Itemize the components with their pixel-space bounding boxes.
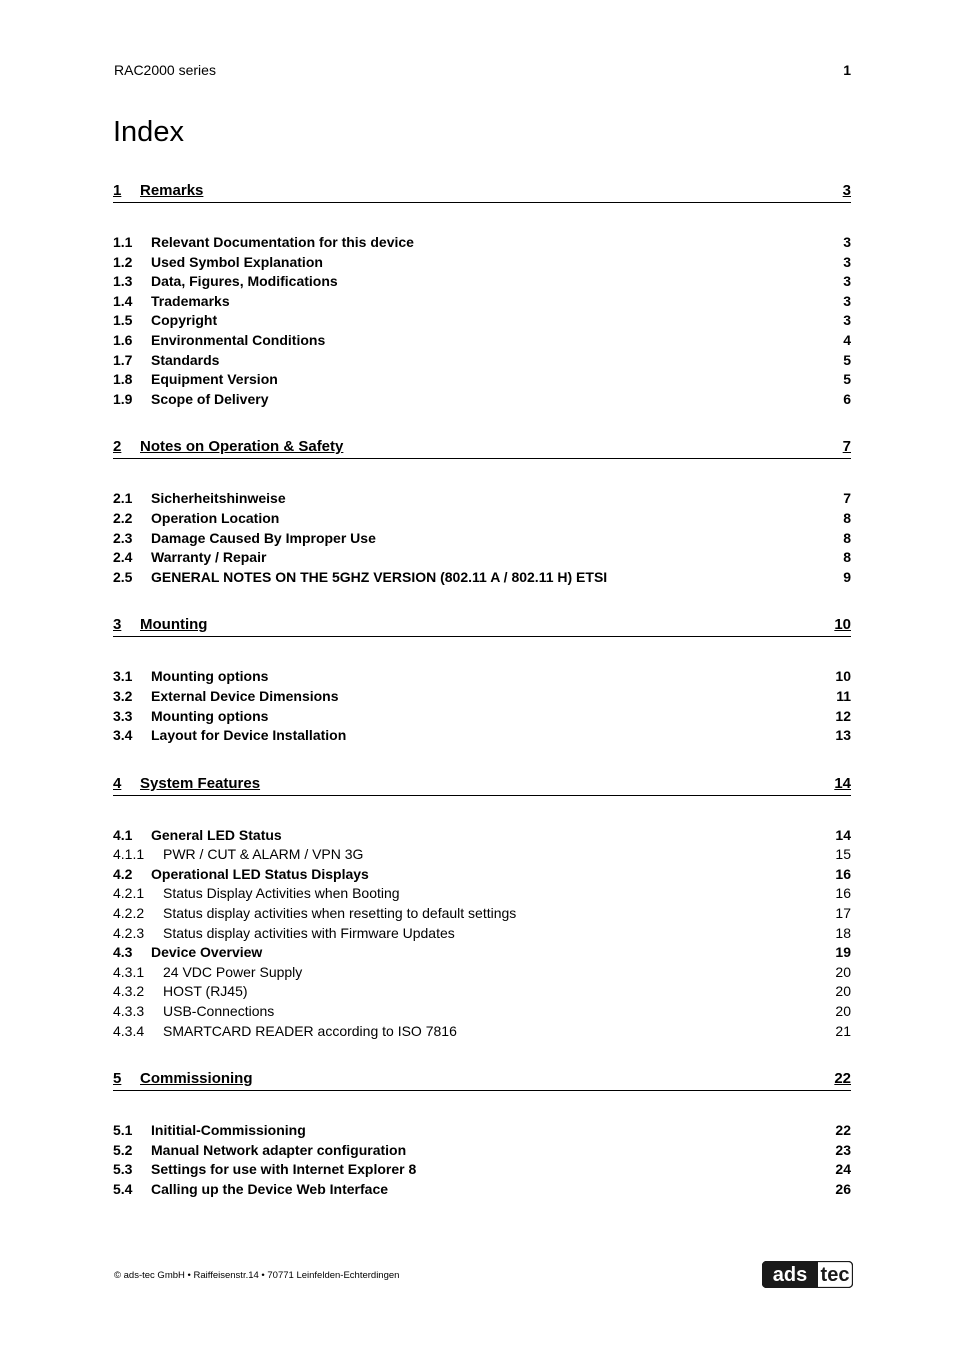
entry-number: 4.1 (113, 826, 133, 843)
entry-page-number: 6 (843, 390, 851, 407)
entry-title: Device Overview (151, 944, 263, 961)
entry-page-number: 26 (835, 1181, 851, 1197)
toc-section-entry[interactable] (113, 311, 851, 331)
chapter-page-number: 3 (842, 182, 851, 199)
entry-title: General LED Status (151, 826, 282, 843)
table-of-contents (113, 182, 851, 1229)
chapter-page-number: 10 (834, 616, 851, 634)
toc-section-entry[interactable] (113, 370, 851, 390)
entry-title: Manual Network adapter configuration (151, 1141, 407, 1158)
entry-title: Used Symbol Explanation (151, 253, 323, 270)
entry-page-number: 3 (843, 312, 851, 329)
entry-number: 2.1 (113, 490, 133, 507)
entry-number: 1.4 (113, 292, 133, 309)
entry-title: SMARTCARD READER according to ISO 7816 (163, 1022, 457, 1039)
toc-section-entry[interactable] (113, 548, 851, 568)
toc-section-entry[interactable] (113, 529, 851, 549)
ads-tec-logo (762, 1261, 853, 1288)
entry-number: 3.4 (113, 727, 133, 744)
entry-title: PWR / CUT & ALARM / VPN 3G (163, 846, 364, 863)
toc-section-entry[interactable] (113, 351, 851, 371)
chapter-number: 2 (113, 438, 122, 456)
entry-page-number: 10 (835, 668, 851, 685)
toc-section-entry[interactable] (113, 865, 851, 885)
entry-page-number: 20 (835, 963, 851, 980)
entry-title: Calling up the Device Web Interface (151, 1181, 389, 1197)
entry-number: 3.3 (113, 707, 133, 724)
chapter-number: 1 (113, 182, 122, 199)
entry-number: 1.9 (113, 390, 133, 407)
entry-page-number: 3 (843, 234, 851, 250)
toc-section-entry[interactable] (113, 233, 851, 253)
svg-text:ads: ads (772, 1264, 808, 1286)
entry-title: Operational LED Status Displays (151, 865, 369, 882)
chapter-page-number: 7 (842, 438, 851, 456)
entry-title: GENERAL NOTES ON THE 5GHZ VERSION (802.11 A / 802.11 H) ETSI (151, 568, 608, 585)
entry-number: 4.2 (113, 865, 133, 882)
entry-page-number: 5 (843, 371, 851, 388)
entry-page-number: 9 (843, 568, 851, 585)
toc-entry-list (113, 826, 851, 1042)
entry-number: 3.1 (113, 668, 133, 685)
chapter-title: Commissioning (140, 1070, 253, 1088)
entry-number: 3.2 (113, 687, 133, 704)
entry-number: 5.1 (113, 1122, 133, 1139)
toc-entry-list (113, 233, 851, 409)
toc-chapter[interactable] (113, 438, 851, 459)
entry-number: 2.2 (113, 509, 133, 526)
entry-number: 4.3.4 (113, 1022, 145, 1039)
toc-section-entry[interactable] (113, 1180, 851, 1200)
chapter-title: Mounting (140, 616, 208, 634)
entry-number: 1.2 (113, 253, 133, 270)
entry-number: 4.1.1 (113, 846, 145, 863)
entry-title: Mounting options (151, 668, 269, 685)
entry-page-number: 16 (835, 865, 851, 882)
entry-number: 4.2.1 (113, 885, 145, 902)
entry-title: Copyright (151, 312, 218, 329)
entry-title: Settings for use with Internet Explorer 8 (151, 1161, 417, 1178)
entry-number: 4.2.3 (113, 924, 145, 941)
chapter-page-number: 22 (834, 1070, 851, 1088)
toc-subsection-entry[interactable] (113, 1022, 851, 1042)
toc-section-entry[interactable] (113, 667, 851, 687)
toc-section-entry[interactable] (113, 726, 851, 746)
toc-section-entry[interactable] (113, 331, 851, 351)
entry-page-number: 11 (836, 687, 851, 704)
entry-page-number: 3 (843, 292, 851, 309)
entry-title: Equipment Version (151, 371, 278, 388)
entry-title: Scope of Delivery (151, 390, 269, 407)
entry-title: Environmental Conditions (151, 331, 326, 348)
toc-section-entry[interactable] (113, 707, 851, 727)
index-heading: Index (113, 116, 184, 148)
entry-title: Status Display Activities when Booting (163, 885, 400, 902)
toc-section-entry[interactable] (113, 1141, 851, 1161)
entry-title: Operation Location (151, 509, 280, 526)
entry-title: Damage Caused By Improper Use (151, 529, 376, 546)
entry-page-number: 20 (835, 983, 851, 1000)
entry-title: Relevant Documentation for this device (151, 234, 414, 250)
entry-number: 4.3.1 (113, 963, 145, 980)
entry-title: Status display activities when resetting to default settings (163, 905, 517, 922)
toc-section-entry[interactable] (113, 489, 851, 509)
entry-number: 1.1 (113, 234, 133, 250)
toc-entry-list (113, 1121, 851, 1199)
toc-section-entry[interactable] (113, 943, 851, 963)
toc-subsection-entry[interactable] (113, 884, 851, 904)
toc-section-entry[interactable] (113, 568, 851, 588)
entry-number: 5.3 (113, 1161, 133, 1178)
entry-page-number: 17 (835, 905, 851, 922)
entry-page-number: 4 (843, 331, 851, 348)
entry-page-number: 3 (843, 253, 851, 270)
toc-chapter[interactable] (113, 1070, 851, 1091)
entry-title: Status display activities with Firmware Updates (163, 924, 455, 941)
toc-subsection-entry[interactable] (113, 1002, 851, 1022)
entry-number: 1.5 (113, 312, 133, 329)
entry-page-number: 23 (835, 1141, 851, 1158)
toc-section-entry[interactable] (113, 390, 851, 410)
entry-page-number: 18 (835, 924, 851, 941)
entry-title: Sicherheitshinweise (151, 490, 286, 507)
entry-number: 1.6 (113, 331, 133, 348)
entry-number: 2.4 (113, 549, 133, 566)
toc-subsection-entry[interactable] (113, 845, 851, 865)
toc-section-entry[interactable] (113, 687, 851, 707)
toc-entry-list (113, 489, 851, 587)
toc-entry-list (113, 667, 851, 745)
toc-section-entry[interactable] (113, 826, 851, 846)
ads-tec-logo-graphic (762, 1261, 853, 1288)
entry-page-number: 19 (835, 944, 851, 961)
entry-page-number: 7 (843, 490, 851, 507)
entry-number: 1.3 (113, 273, 133, 290)
entry-number: 4.3.2 (113, 983, 145, 1000)
entry-number: 4.2.2 (113, 905, 145, 922)
entry-number: 5.4 (113, 1181, 133, 1197)
entry-page-number: 8 (843, 529, 851, 546)
entry-page-number: 3 (843, 273, 851, 290)
toc-subsection-entry[interactable] (113, 982, 851, 1002)
entry-title: Standards (151, 351, 220, 368)
toc-section-entry[interactable] (113, 253, 851, 273)
toc-chapter[interactable] (113, 775, 851, 796)
toc-section-entry[interactable] (113, 1160, 851, 1180)
entry-page-number: 15 (835, 846, 851, 863)
toc-section-entry[interactable] (113, 1121, 851, 1141)
entry-title: External Device Dimensions (151, 687, 339, 704)
entry-number: 5.2 (113, 1141, 133, 1158)
running-header-page-number: 1 (843, 62, 851, 78)
footer-address: © ads-tec GmbH • Raiffeisenstr.14 • 70771 Leinfelden-Echterdingen (114, 1270, 400, 1281)
entry-title: USB-Connections (163, 1003, 275, 1020)
entry-page-number: 24 (835, 1161, 851, 1178)
entry-number: 1.7 (113, 351, 133, 368)
toc-section-entry[interactable] (113, 272, 851, 292)
toc-chapter[interactable] (113, 616, 851, 637)
entry-number: 4.3 (113, 944, 133, 961)
chapter-number: 3 (113, 616, 122, 634)
toc-chapter[interactable] (113, 182, 851, 203)
entry-title: Trademarks (151, 292, 230, 309)
chapter-number: 4 (113, 774, 122, 792)
chapter-page-number: 14 (834, 774, 851, 792)
chapter-number: 5 (113, 1070, 122, 1088)
entry-title: Inititial-Commissioning (151, 1122, 306, 1139)
entry-page-number: 16 (835, 885, 851, 902)
entry-number: 4.3.3 (113, 1003, 145, 1020)
toc-subsection-entry[interactable] (113, 963, 851, 983)
entry-page-number: 13 (835, 727, 851, 744)
entry-title: 24 VDC Power Supply (163, 963, 303, 980)
chapter-title: System Features (140, 774, 261, 792)
toc-section-entry[interactable] (113, 509, 851, 529)
toc-subsection-entry[interactable] (113, 904, 851, 924)
svg-text:tec: tec (820, 1264, 850, 1286)
entry-page-number: 5 (843, 351, 851, 368)
entry-page-number: 14 (835, 826, 851, 843)
entry-page-number: 8 (843, 549, 851, 566)
entry-page-number: 12 (835, 707, 851, 724)
entry-page-number: 22 (835, 1122, 851, 1139)
entry-title: Warranty / Repair (151, 549, 267, 566)
chapter-title: Remarks (140, 182, 204, 199)
entry-page-number: 8 (843, 509, 851, 526)
entry-title: Data, Figures, Modifications (151, 273, 338, 290)
entry-title: HOST (RJ45) (163, 983, 248, 1000)
entry-page-number: 20 (835, 1003, 851, 1020)
entry-number: 1.8 (113, 371, 133, 388)
chapter-title: Notes on Operation & Safety (140, 438, 344, 456)
toc-section-entry[interactable] (113, 292, 851, 312)
entry-page-number: 21 (835, 1022, 851, 1039)
entry-number: 2.5 (113, 568, 133, 585)
running-header-title: RAC2000 series (114, 62, 216, 78)
toc-subsection-entry[interactable] (113, 924, 851, 944)
entry-title: Layout for Device Installation (151, 727, 347, 744)
entry-title: Mounting options (151, 707, 269, 724)
entry-number: 2.3 (113, 529, 133, 546)
